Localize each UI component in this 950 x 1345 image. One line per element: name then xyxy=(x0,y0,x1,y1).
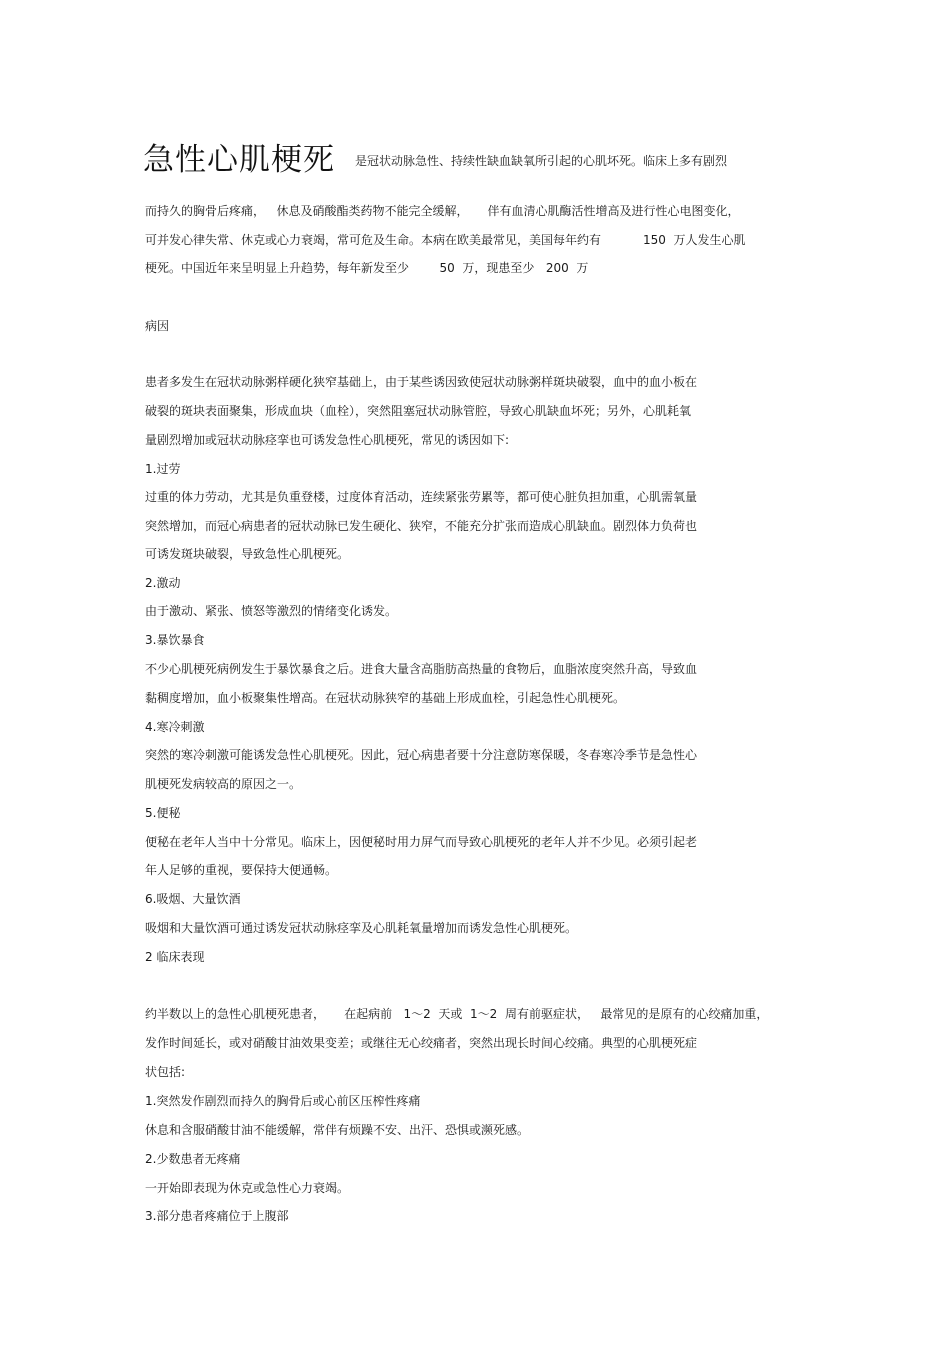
clinical-item-body-1-line-1: 休息和含服硝酸甘油不能缓解，常伴有烦躁不安、出汗、恐惧或濒死感。 xyxy=(145,1123,530,1137)
cause-item-body-1-line-1: 过重的体力劳动，尤其是负重登楼，过度体育活动，连续紧张劳累等，都可使心脏负担加重，心肌需氧量 xyxy=(145,490,698,504)
cause-item-body-6-line-1: 吸烟和大量饮酒可通过诱发冠状动脉痉挛及心肌耗氧量增加而诱发急性心肌梗死。 xyxy=(145,921,578,935)
cause-item-title-2: 2.激动 xyxy=(145,576,181,590)
clinical-item-title-1: 1.突然发作剧烈而持久的胸骨后或心前区压榨性疼痛 xyxy=(145,1094,421,1108)
clinical-item-body-2-line-1: 一开始即表现为休克或急性心力衰竭。 xyxy=(145,1181,350,1195)
intro-line-1: 而持久的胸骨后疼痛， 休息及硝酸酯类药物不能完全缓解， 伴有血清心肌酶活性增高及进行性心电图变化， xyxy=(145,204,740,218)
clinical-item-title-2: 2.少数患者无疼痛 xyxy=(145,1152,241,1166)
clinical-intro-line-3: 状包括: xyxy=(145,1065,186,1079)
cause-intro-line-3: 量剧烈增加或冠状动脉痉挛也可诱发急性心肌梗死，常见的诱因如下: xyxy=(145,433,510,447)
cause-item-body-3-line-1: 不少心肌梗死病例发生于暴饮暴食之后。进食大量含高脂肪高热量的食物后，血脂浓度突然升高，导致血 xyxy=(145,662,698,676)
cause-item-title-4: 4.寒冷刺激 xyxy=(145,720,205,734)
title-row xyxy=(143,140,843,184)
cause-intro-line-2: 破裂的斑块表面聚集，形成血块（血栓），突然阻塞冠状动脉管腔，导致心肌缺血坏死；另外，心肌耗氧 xyxy=(145,404,692,418)
cause-item-title-5: 5.便秘 xyxy=(145,806,181,820)
clinical-intro-line-2: 发作时间延长，或对硝酸甘油效果变差；或继往无心绞痛者，突然出现长时间心绞痛。典型的心肌梗死症 xyxy=(145,1036,698,1050)
section-heading-clinical: 2 临床表现 xyxy=(145,950,205,964)
cause-item-body-3-line-2: 黏稠度增加，血小板聚集性增高。在冠状动脉狭窄的基础上形成血栓，引起急性心肌梗死。 xyxy=(145,691,626,705)
intro-line-2: 可并发心律失常、休克或心力衰竭，常可危及生命。本病在欧美最常见，美国每年约有 150 万人发生心肌 xyxy=(145,233,746,247)
cause-item-body-4-line-1: 突然的寒冷刺激可能诱发急性心肌梗死。因此，冠心病患者要十分注意防寒保暖，冬春寒冷季节是急性心 xyxy=(145,748,698,762)
cause-item-body-1-line-3: 可诱发斑块破裂，导致急性心肌梗死。 xyxy=(145,547,350,561)
cause-intro-line-1: 患者多发生在冠状动脉粥样硬化狭窄基础上，由于某些诱因致使冠状动脉粥样斑块破裂，血中的血小板在 xyxy=(145,375,698,389)
cause-item-title-6: 6.吸烟、大量饮酒 xyxy=(145,892,241,906)
cause-item-title-3: 3.暴饮暴食 xyxy=(145,633,205,647)
document-title: 急性心肌梗死 xyxy=(143,142,335,178)
intro-line-3: 梗死。中国近年来呈明显上升趋势，每年新发至少 50 万，现患至少 200 万 xyxy=(145,261,589,275)
cause-item-body-5-line-1: 便秘在老年人当中十分常见。临床上，因便秘时用力屏气而导致心肌梗死的老年人并不少见。必须引起老 xyxy=(145,835,698,849)
cause-item-title-1: 1.过劳 xyxy=(145,462,181,476)
cause-item-body-4-line-2: 肌梗死发病较高的原因之一。 xyxy=(145,777,302,791)
cause-item-body-1-line-2: 突然增加，而冠心病患者的冠状动脉已发生硬化、狭窄，不能充分扩张而造成心肌缺血。剧烈体力负荷也 xyxy=(145,519,698,533)
section-heading-cause: 病因 xyxy=(145,319,170,333)
clinical-item-title-3: 3.部分患者疼痛位于上腹部 xyxy=(145,1209,289,1223)
clinical-intro-line-1: 约半数以上的急性心肌梗死患者， 在起病前 1～2 天或 1～2 周有前驱症状， 最常见的是原有的心绞痛加重， xyxy=(145,1007,769,1021)
title-continuation: 是冠状动脉急性、持续性缺血缺氧所引起的心肌坏死。临床上多有剧烈 xyxy=(355,154,728,168)
cause-item-body-5-line-2: 年人足够的重视，要保持大便通畅。 xyxy=(145,863,338,877)
cause-item-body-2-line-1: 由于激动、紧张、愤怒等激烈的情绪变化诱发。 xyxy=(145,604,398,618)
